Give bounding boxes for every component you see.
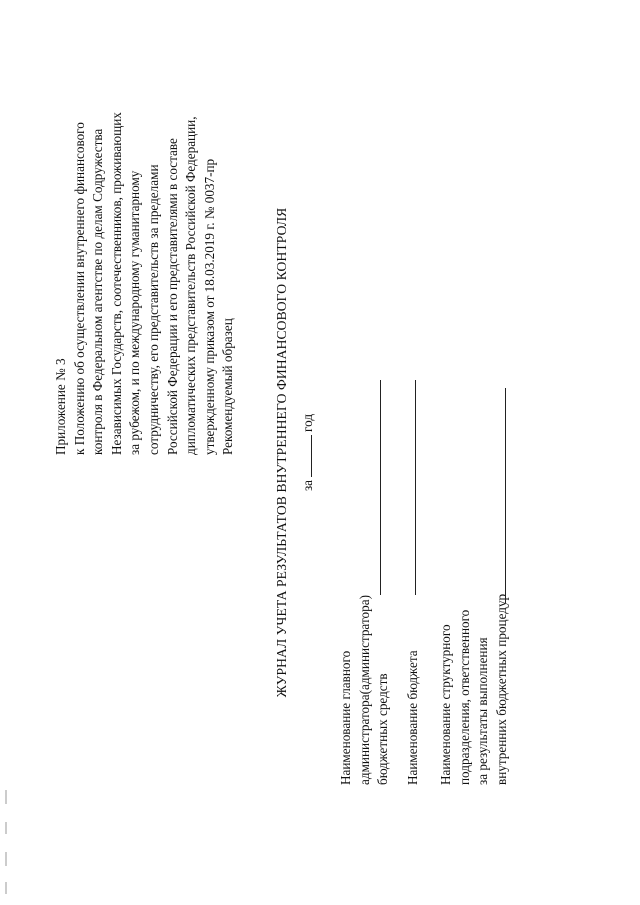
field-label-line: подразделения, ответственного xyxy=(456,609,472,785)
appendix-line: контроля в Федеральном агентстве по делам Содружества xyxy=(90,128,106,455)
period-prefix: за xyxy=(300,479,315,492)
appendix-header xyxy=(52,112,238,455)
admin-fill-line xyxy=(380,380,381,595)
appendix-line: Приложение № 3 xyxy=(53,358,68,455)
unit-field-label xyxy=(437,594,511,785)
appendix-line: утвержденному приказом от 18.03.2019 г. № 0037-пр xyxy=(201,158,217,455)
appendix-line: Независимых Государств, соотечественников, проживающих xyxy=(108,112,124,455)
field-label-line: Наименование бюджета xyxy=(405,650,420,785)
journal-title: ЖУРНАЛ УЧЕТА РЕЗУЛЬТАТОВ ВНУТРЕННЕГО ФИНАНСОВОГО КОНТРОЛЯ xyxy=(274,207,289,698)
period-suffix: год xyxy=(300,413,315,432)
field-label-line: Наименование структурного xyxy=(438,624,453,785)
admin-field-label xyxy=(337,595,393,785)
appendix-line: Рекомендуемый образец xyxy=(220,318,236,455)
field-label-line: Наименование главного xyxy=(338,650,353,785)
field-label-line: администратора(администратора) xyxy=(356,595,372,785)
appendix-line: Российской Федерации и его представителями в составе xyxy=(164,138,180,455)
appendix-line: сотрудничеству, его представительств за пределами xyxy=(145,164,161,455)
year-blank xyxy=(299,435,312,477)
appendix-line: дипломатических представительств Российской Федерации, xyxy=(183,116,199,455)
appendix-line: к Положению об осуществлении внутреннего финансового xyxy=(71,122,87,455)
field-label-line: за результаты выполнения xyxy=(475,637,491,785)
budget-field-label xyxy=(404,650,423,785)
appendix-line: за рубежом, и по международному гуманитарному xyxy=(127,170,143,455)
budget-fill-line xyxy=(415,380,416,595)
field-label-line: внутренних бюджетных процедур xyxy=(493,593,509,785)
scan-edge-marks xyxy=(4,790,10,900)
unit-fill-line xyxy=(505,388,506,603)
field-label-line: бюджетных средств xyxy=(375,673,391,785)
period-row xyxy=(299,0,316,905)
